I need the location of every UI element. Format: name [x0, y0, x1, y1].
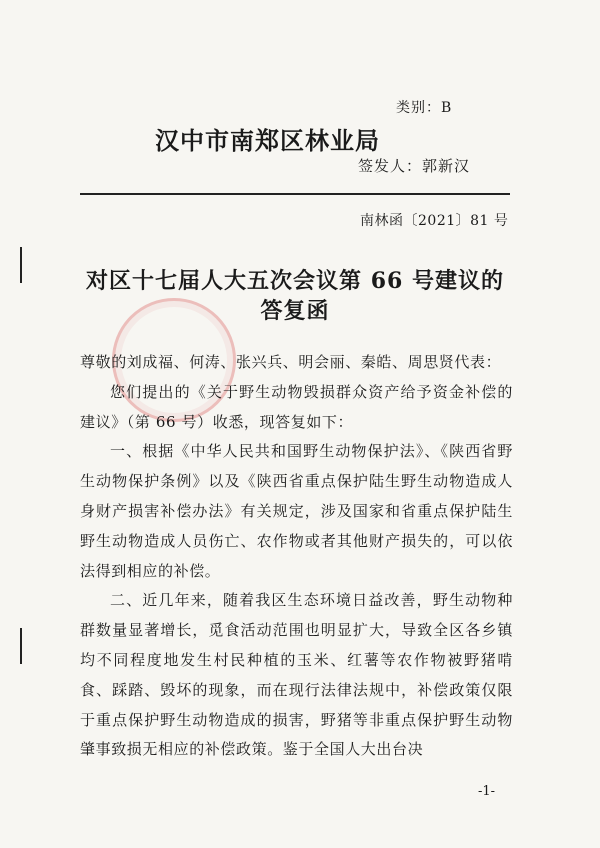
organization-title: 汉中市南郑区林业局 [155, 126, 380, 155]
body-paragraph: 二、近几年来，随着我区生态环境日益改善，野生动物种群数量显著增长，觅食活动范围也明显扩大，导致全区各乡镇均不同程度地发生村民种植的玉米、红薯等农作物被野猪啃食、踩踏、毁坏的现象，而在现行法律法规中，补偿政策仅限于重点保护野生动物造成的损害，野猪等非重点保护野生动物肇事致损无相应的补偿政策。鉴于全国人大出台决 [80, 591, 513, 759]
signer-label: 签发人：郭新汉 [358, 157, 471, 175]
document-number: 南林函〔2021〕81 号 [360, 213, 509, 229]
document-title-line-2: 答复函 [260, 298, 330, 324]
binding-mark [20, 628, 22, 664]
document-title-line-1: 对区十七届人大五次会议第 66 号建议的 [86, 268, 504, 294]
document-body [80, 348, 513, 765]
classification-label: 类别：B [396, 100, 453, 116]
page-number: -1- [478, 784, 496, 799]
salutation: 尊敬的刘成福、何涛、张兴兵、明会丽、秦皓、周思贤代表： [80, 353, 502, 371]
binding-mark [20, 247, 22, 283]
header-divider [80, 193, 510, 195]
body-paragraph: 您们提出的《关于野生动物毁损群众资产给予资金补偿的建议》（第 66 号）收悉，现答复如下： [80, 382, 513, 431]
body-paragraph: 一、根据《中华人民共和国野生动物保护法》、《陕西省野生动物保护条例》以及《陕西省重点保护陆生野生动物造成人身财产损害补偿办法》有关规定，涉及国家和省重点保护陆生野生动物造成人员伤亡、农作物或者其他财产损失的，可以依法得到相应的补偿。 [80, 442, 513, 580]
